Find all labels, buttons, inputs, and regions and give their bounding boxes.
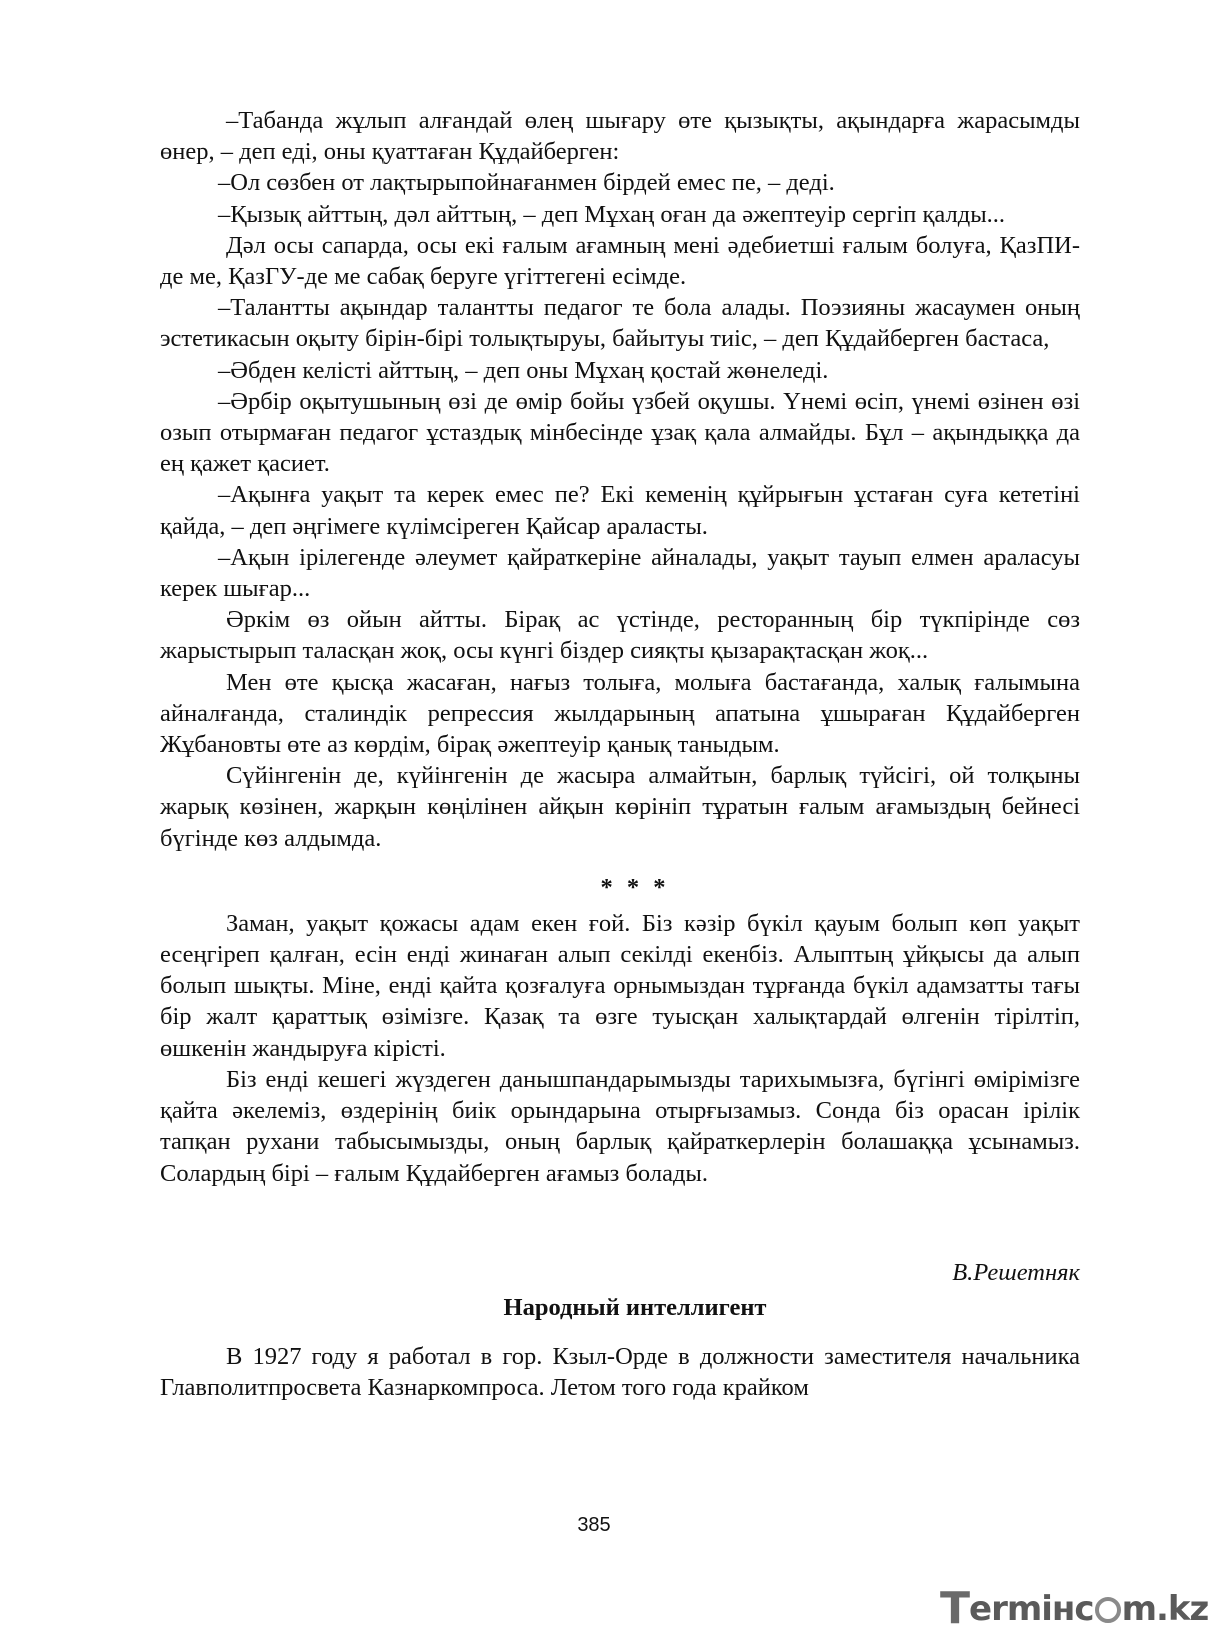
paragraph-12: Сүйінгенін де, күйінгенін де жасыра алмайтын, барлық түйсігі, ой толқыны жарық көзінен, жарқын көңілінен айқын көрініп тұратын ғалым ағамыздың бейнесі бүгінде көз алдымда. bbox=[160, 762, 1080, 852]
logo-text-end: m.kz bbox=[1121, 1589, 1208, 1629]
section-separator: * * * bbox=[600, 873, 670, 901]
termincom-logo bbox=[940, 1580, 1208, 1634]
paragraph-4: Дәл осы сапарда, осы екі ғалым ағамның мені әдебиетші ғалым болуға, ҚазПИ-де ме, ҚазГУ-де ме сабақ беруге үгіттегені есімде. bbox=[160, 231, 1080, 291]
paragraph-1: –Табанда жұлып алғандай өлең шығару өте қызықты, ақындарға жарасымды өнер, – деп еді, оны қуаттаған Құдайберген: bbox=[160, 107, 1080, 166]
paragraph-5: –Талантты ақындар талантты педагог те бола алады. Поэзияны жасаумен оның эстетикасын оқыту бірін-бірі толықтыруы, байытуы тиіс, – деп Құдайберген бастаса, bbox=[160, 294, 1080, 353]
paragraph-10: Әркім өз ойын айтты. Бірақ ас үстінде, ресторанның бір түкпірінде сөз жарыстырып таласқан жоқ, осы күнгі біздер сияқты қызарақтасқан жоқ... bbox=[160, 606, 1080, 665]
logo-ring-icon bbox=[1095, 1597, 1121, 1623]
paragraph-russian: В 1927 году я работал в гор. Кзыл-Орде в должности заместителя начальника Главполитпросвета Казнаркомпроса. Летом того года крайком bbox=[160, 1342, 1080, 1401]
article-heading: Народный интеллигент bbox=[503, 1293, 767, 1321]
author-name: В.Решетняк bbox=[952, 1258, 1080, 1286]
paragraph-6: –Әбден келісті айттың, – деп оны Мұхаң қостай жөнеледі. bbox=[218, 356, 829, 384]
page-body bbox=[160, 105, 1080, 1403]
paragraph-3: –Қызық айттың, дәл айттың, – деп Мұхаң оған да әжептеуір сергіп қалды... bbox=[218, 200, 1006, 228]
paragraph-13: Заман, уақыт қожасы адам екен ғой. Біз кәзір бүкіл қауым болып көп уақыт есеңгіреп қалған, есін енді жинаған алып секілді екенбіз. Алыптың ұйқысы да алып болып шықты. Міне, енді қайта қозғалуға орнымыздан тұрғанда бүкіл адамзатты тағы бір жалт қараттық өзімізге. Қазақ та өзге туысқан халықтардай өлгенін тірілтіп, өшкенін жандыруға кірісті. bbox=[160, 909, 1080, 1062]
paragraph-8: –Ақынға уақыт та керек емес пе? Екі кеменің құйрығын ұстаған суға кететіні қайда, – деп әңгімеге күлімсіреген Қайсар араласты. bbox=[160, 481, 1080, 540]
paragraph-14: Біз енді кешегі жүздеген данышпандарымызды тарихымызға, бүгінгі өмірімізге қайта әкелеміз, өздерінің биік орындарына отырғызамыз. Сонда біз орасан ірілік тапқан рухани табысымызды, оның барлық қайраткерлерін болашаққа ұсынамыз. Солардың бірі – ғалым Құдайберген ағамыз болады. bbox=[160, 1065, 1080, 1187]
logo-letter-t: T bbox=[940, 1583, 970, 1634]
paragraph-11: Мен өте қысқа жасаған, нағыз толыға, молыға бастағанда, халық ғалымына айналғанда, сталиндік репрессия жылдарының апатына ұшыраған Құдайберген Жұбановты өте аз көрдім, бірақ әжептеуір қанық таныдым. bbox=[160, 668, 1080, 759]
logo-text-middle: ermінc bbox=[969, 1589, 1094, 1629]
paragraph-7: –Әрбір оқытушының өзі де өмір бойы үзбей оқушы. Үнемі өсіп, үнемі өзінен өзі озып отырмаған педагог ұстаздық мінбесінде ұзақ қала алмайды. Бұл – ақындыққа да ең қажет қасиет. bbox=[160, 387, 1080, 478]
paragraph-2: –Ол сөзбен от лақтырыпойнағанмен бірдей емес пе, – деді. bbox=[218, 169, 835, 197]
paragraph-9: –Ақын ірілегенде әлеумет қайраткеріне айналады, уақыт тауып елмен араласуы керек шығар... bbox=[160, 543, 1080, 603]
page-number: 385 bbox=[577, 1514, 611, 1536]
